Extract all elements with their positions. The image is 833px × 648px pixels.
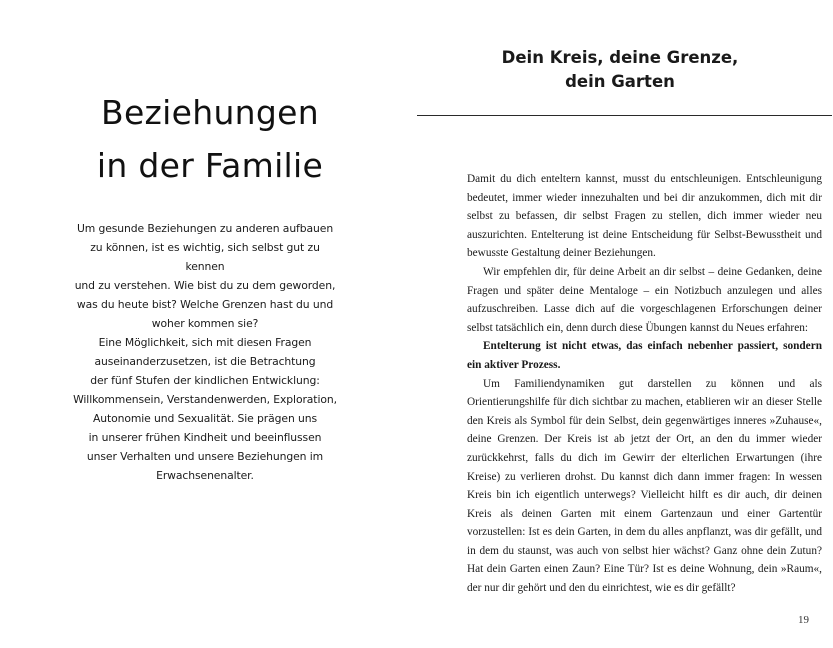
intro-line: und zu verstehen. Wie bist du zu dem geworden, (74, 279, 336, 292)
intro-line: Um gesunde Beziehungen zu anderen aufbauen (76, 222, 334, 235)
body-paragraph: Um Familiendynamiken gut darstellen zu können und als Orientierungshilfe für dich sichtbar zu machen, etablieren wir an dieser Stelle den Kreis als Symbol für dein Selbst, dein gegenwärtiges inneres »Zuhause«, deine Grenzen. Der Kreis ist ab jetzt der Ort, an den du immer wieder zurückkehrst, falls du dich im Gewirr der elterlichen Erwartungen (ihre Kreise) zu verlieren drohst. Du kannst dich dann immer fragen: In wessen Kreis bin ich eigentlich unterwegs? Vielleicht hilft es dir auch, dir deinen Kreis als deinen Garten mit einem Gartenzaun und einer Gartentür vorzustellen: Ist es dein Garten, in dem du alles anpflanzt, was dir gefällt, und in dem du staunst, was auch von selbst hier wächst? Ganz ohne dein Zutun? Hat dein Garten einen Zaun? Eine Tür? Ist es deine Wohnung, dein »Raum«, der nur dir gehört und den du einrichtest, wie es dir gefällt? (467, 377, 822, 595)
intro-line: Erwachsenenalter. (156, 469, 254, 482)
body-paragraph: Wir empfehlen dir, für deine Arbeit an dir selbst – deine Gedanken, deine Fragen und später deine Mentaloge – ein Notizbuch anzulegen und alles aufzuschreiben. Lasse dich auf die vorgeschlagenen Erforschungen deiner selbst tatsächlich ein, denn durch diese Übungen kannst du Neues erfahren: (467, 265, 822, 334)
intro-line: Autonomie und Sexualität. Sie prägen uns (92, 412, 318, 425)
intro-line: was du heute bist? Welche Grenzen hast du und (76, 298, 334, 311)
body-paragraph: Damit du dich enteltern kannst, musst du entschleunigen. Entschleunigung bedeutet, immer wieder innezuhalten und bei dir anzukommen, dich mit dir selbst zu befassen, dir selbst Fragen zu stellen, dich immer wieder neu auszurichten. Entelterung ist deine Entscheidung für Selbst-Bewusstheit und bewusste Gestaltung deiner Beziehungen. (467, 173, 822, 260)
intro-line: woher kommen sie? (151, 317, 259, 330)
intro-line: auseinanderzusetzen, ist die Betrachtung (94, 355, 316, 368)
chapter-title (60, 86, 360, 192)
emphasis-paragraph: Entelterung ist nicht etwas, das einfach nebenher passiert, sondern ein aktiver Prozess. (467, 340, 822, 371)
chapter-title-line-2: in der Familie (96, 146, 324, 185)
left-page (0, 0, 410, 648)
chapter-title-line-1: Beziehungen (101, 93, 319, 132)
intro-line: Willkommensein, Verstandenwerden, Exploration, (73, 393, 337, 406)
chapter-intro (70, 219, 340, 485)
page-number: 19 (798, 614, 809, 626)
intro-line: Eine Möglichkeit, sich mit diesen Fragen (98, 336, 312, 349)
right-page (410, 0, 833, 648)
section-title-line-1: Dein Kreis, deine Grenze, (501, 48, 739, 67)
intro-line: unser Verhalten und unsere Beziehungen im (86, 450, 324, 463)
section-title (460, 46, 780, 94)
intro-line: in unserer frühen Kindheit und beeinflussen (88, 431, 322, 444)
section-title-line-2: dein Garten (565, 72, 675, 91)
section-divider (417, 115, 832, 116)
body-text (467, 170, 822, 598)
intro-line: der fünf Stufen der kindlichen Entwicklung: (90, 374, 320, 387)
intro-line: zu können, ist es wichtig, sich selbst gut zu kennen (90, 241, 320, 273)
